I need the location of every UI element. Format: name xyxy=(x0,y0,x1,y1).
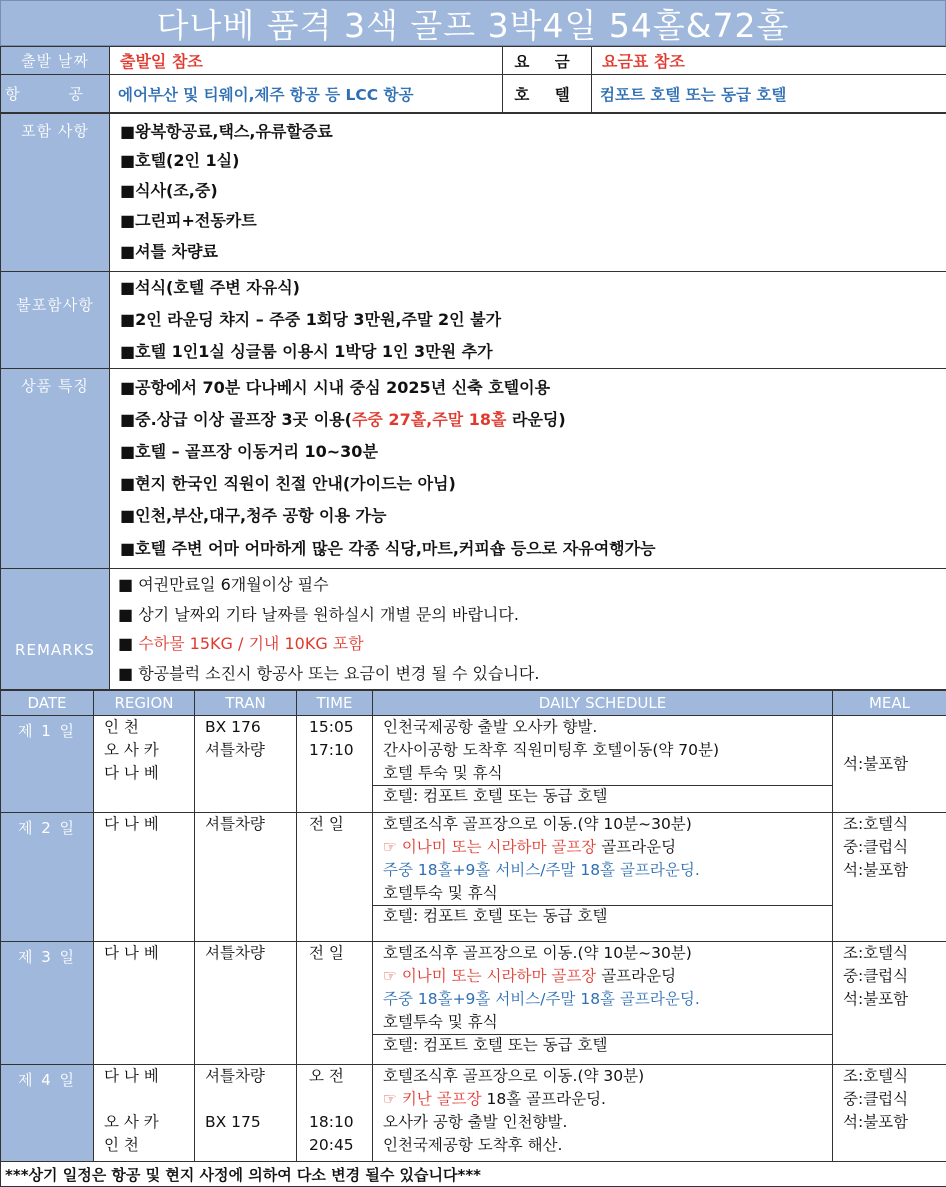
features-list xyxy=(110,369,946,569)
schedule-line: 호텔조식후 골프장으로 이동.(약 10분~30분) xyxy=(373,942,832,965)
features-label: 상품 특징 xyxy=(1,369,110,569)
footer-note: ***상기 일정은 항공 및 현지 사정에 의하여 다소 변경 될수 있습니다*** xyxy=(1,1162,946,1187)
day-label: 제 2 일 xyxy=(1,813,94,942)
tran-cell xyxy=(195,942,297,1065)
excluded-item: ■석식(호텔 주변 자유식) xyxy=(110,272,946,304)
meal-cell xyxy=(833,942,946,1065)
schedule-hotel: 호텔: 컴포트 호텔 또는 동급 호텔 xyxy=(373,1034,832,1056)
meal-text: 석:불포함 xyxy=(843,859,946,882)
fee-value: 요금표 참조 xyxy=(592,47,946,75)
schedule-line xyxy=(373,1088,832,1111)
tran-text: 셔틀차량 xyxy=(205,739,296,762)
region-cell xyxy=(94,1065,195,1162)
tran-text: 셔틀차량 xyxy=(205,813,296,836)
schedule-text: 18홀 골프라운딩. xyxy=(482,1090,606,1108)
excluded-list xyxy=(110,272,946,369)
hotel-value: 컴포트 호텔 또는 동급 호텔 xyxy=(592,75,946,113)
schedule-line: 인천국제공항 도착후 해산. xyxy=(373,1134,832,1157)
time-cell xyxy=(297,942,373,1065)
title-bar xyxy=(0,0,946,46)
col-region: REGION xyxy=(94,691,195,716)
schedule-hotel: 호텔: 컴포트 호텔 또는 동급 호텔 xyxy=(373,785,832,807)
included-label: 포함 사항 xyxy=(1,114,110,272)
remark-highlight: 수하물 15KG / 기내 10KG 포함 xyxy=(138,634,364,653)
meal-text: 중:클럽식 xyxy=(843,836,946,859)
schedule-cell xyxy=(373,942,833,1065)
col-tran: TRAN xyxy=(195,691,297,716)
schedule-line: 호텔투숙 및 휴식 xyxy=(373,882,832,905)
time-text: 20:45 xyxy=(309,1134,372,1157)
schedule-cell xyxy=(373,813,833,942)
region-cell xyxy=(94,813,195,942)
tran-text: BX 176 xyxy=(205,716,296,739)
feature-item: ■호텔 – 골프장 이동거리 10~30분 xyxy=(110,436,946,468)
remarks-list xyxy=(110,569,946,690)
time-text: 18:10 xyxy=(309,1111,372,1134)
tran-cell xyxy=(195,1065,297,1162)
day-row xyxy=(1,716,946,813)
meal-text: 석:불포함 xyxy=(843,753,946,776)
region-text: 오 사 카 xyxy=(104,1111,194,1134)
region-text: 인 천 xyxy=(104,716,194,739)
region-cell xyxy=(94,716,195,813)
included-item: ■그린피+전동카트 xyxy=(110,206,946,236)
schedule-text: 골프라운딩 xyxy=(596,967,676,985)
excluded-item: ■호텔 1인1실 싱글룸 이용시 1박당 1인 3만원 추가 xyxy=(110,336,946,368)
included-item: ■식사(조,중) xyxy=(110,176,946,206)
golf-course-highlight: ☞ 이나미 또는 시라하마 골프장 xyxy=(383,967,596,985)
region-text: 다 나 베 xyxy=(104,813,194,836)
region-text: 다 나 베 xyxy=(104,942,194,965)
time-text: 전 일 xyxy=(309,942,372,965)
remark-bullet: ■ xyxy=(118,634,138,653)
tran-text: 셔틀차량 xyxy=(205,1065,296,1088)
air-value: 에어부산 및 티웨이,제주 항공 등 LCC 항공 xyxy=(110,75,503,113)
feature-item xyxy=(110,404,946,436)
region-text: 오 사 카 xyxy=(104,739,194,762)
day-row xyxy=(1,942,946,1065)
feature-item: ■공항에서 70분 다나베시 시내 중심 2025년 신축 호텔이용 xyxy=(110,372,946,404)
meal-text: 조:호텔식 xyxy=(843,1065,946,1088)
schedule-line xyxy=(373,836,832,859)
schedule-line: 호텔 투숙 및 휴식 xyxy=(373,762,832,785)
time-cell xyxy=(297,813,373,942)
schedule-line: 인천국제공항 출발 오사카 향발. xyxy=(373,716,832,739)
schedule-line: 간사이공항 도착후 직원미팅후 호텔이동(약 70분) xyxy=(373,739,832,762)
included-item: ■호텔(2인 1실) xyxy=(110,146,946,176)
air-label: 항 공 xyxy=(1,75,110,113)
fee-label: 요 금 xyxy=(503,47,592,75)
region-text: 인 천 xyxy=(104,1134,194,1157)
col-time: TIME xyxy=(297,691,373,716)
time-text: 15:05 xyxy=(309,716,372,739)
feature-text: 라운딩) xyxy=(506,410,565,429)
included-item: ■왕복항공료,택스,유류할증료 xyxy=(110,117,946,146)
hotel-label: 호 텔 xyxy=(503,75,592,113)
region-text: 다 나 베 xyxy=(104,1065,194,1088)
golf-course-highlight: ☞ 키난 골프장 xyxy=(383,1090,482,1108)
meal-text: 조:호텔식 xyxy=(843,942,946,965)
schedule-line: 오사카 공항 출발 인천향발. xyxy=(373,1111,832,1134)
day-row xyxy=(1,813,946,942)
col-meal: MEAL xyxy=(833,691,946,716)
schedule-cell xyxy=(373,716,833,813)
tran-cell xyxy=(195,716,297,813)
feature-highlight: 주중 27홀,주말 18홀 xyxy=(352,410,507,429)
day-label: 제 1 일 xyxy=(1,716,94,813)
tran-cell xyxy=(195,813,297,942)
excluded-item: ■2인 라운딩 챠지 – 주중 1회당 3만원,주말 2인 불가 xyxy=(110,304,946,336)
tran-text: BX 175 xyxy=(205,1111,296,1134)
remark-item xyxy=(110,629,946,659)
meal-text: 중:클럽식 xyxy=(843,965,946,988)
tran-text xyxy=(205,1088,296,1111)
meal-cell xyxy=(833,716,946,813)
time-text xyxy=(309,1088,372,1111)
remarks-label: REMARKS xyxy=(1,569,110,690)
meal-cell xyxy=(833,1065,946,1162)
feature-item: ■인천,부산,대구,청주 공항 이용 가능 xyxy=(110,500,946,532)
schedule-text: 골프라운딩 xyxy=(596,838,676,856)
day-label: 제 3 일 xyxy=(1,942,94,1065)
region-cell xyxy=(94,942,195,1065)
schedule-line: 호텔투숙 및 휴식 xyxy=(373,1011,832,1034)
remark-item: ■ 상기 날짜외 기타 날짜를 원하실시 개별 문의 바랍니다. xyxy=(110,600,946,630)
feature-item: ■현지 한국인 직원이 친절 안내(가이드는 아님) xyxy=(110,468,946,500)
schedule-line: 호텔조식후 골프장으로 이동.(약 10분~30분) xyxy=(373,813,832,836)
meal-text: 조:호텔식 xyxy=(843,813,946,836)
time-text: 17:10 xyxy=(309,739,372,762)
region-text: 다 나 베 xyxy=(104,762,194,785)
time-text: 전 일 xyxy=(309,813,372,836)
schedule-line: 호텔조식후 골프장으로 이동.(약 30분) xyxy=(373,1065,832,1088)
schedule-line: 주중 18홀+9홀 서비스/주말 18홀 골프라운딩. xyxy=(373,988,832,1011)
meal-text: 중:클럽식 xyxy=(843,1088,946,1111)
schedule-table xyxy=(0,690,946,1187)
col-date: DATE xyxy=(1,691,94,716)
time-cell xyxy=(297,716,373,813)
departure-value: 출발일 참조 xyxy=(110,47,503,75)
tran-text xyxy=(205,1134,296,1157)
day-row xyxy=(1,1065,946,1162)
col-daily: DAILY SCHEDULE xyxy=(373,691,833,716)
time-text: 오 전 xyxy=(309,1065,372,1088)
time-cell xyxy=(297,1065,373,1162)
feature-text: ■중.상급 이상 골프장 3곳 이용( xyxy=(120,410,352,429)
meal-text: 석:불포함 xyxy=(843,988,946,1011)
departure-label: 출발 날짜 xyxy=(1,47,110,75)
info-table xyxy=(0,46,946,113)
schedule-line xyxy=(373,965,832,988)
feature-item: ■호텔 주변 어마 어마하게 많은 각종 식당,마트,커피숍 등으로 자유여행가능 xyxy=(110,532,946,565)
details-table xyxy=(0,113,946,690)
golf-course-highlight: ☞ 이나미 또는 시라하마 골프장 xyxy=(383,838,596,856)
page-title: 다나베 품격 3색 골프 3박4일 54홀&72홀 xyxy=(157,0,790,47)
schedule-hotel: 호텔: 컴포트 호텔 또는 동급 호텔 xyxy=(373,905,832,927)
excluded-label: 불포함사항 xyxy=(1,272,110,369)
included-list xyxy=(110,114,946,272)
schedule-cell xyxy=(373,1065,833,1162)
included-item: ■셔틀 차량료 xyxy=(110,236,946,268)
day-label: 제 4 일 xyxy=(1,1065,94,1162)
meal-cell xyxy=(833,813,946,942)
schedule-line: 주중 18홀+9홀 서비스/주말 18홀 골프라운딩. xyxy=(373,859,832,882)
meal-text: 석:불포함 xyxy=(843,1111,946,1134)
remark-item: ■ 여권만료일 6개월이상 필수 xyxy=(110,570,946,600)
region-text xyxy=(104,1088,194,1111)
remark-item: ■ 항공블럭 소진시 항공사 또는 요금이 변경 될 수 있습니다. xyxy=(110,659,946,689)
tran-text: 셔틀차량 xyxy=(205,942,296,965)
